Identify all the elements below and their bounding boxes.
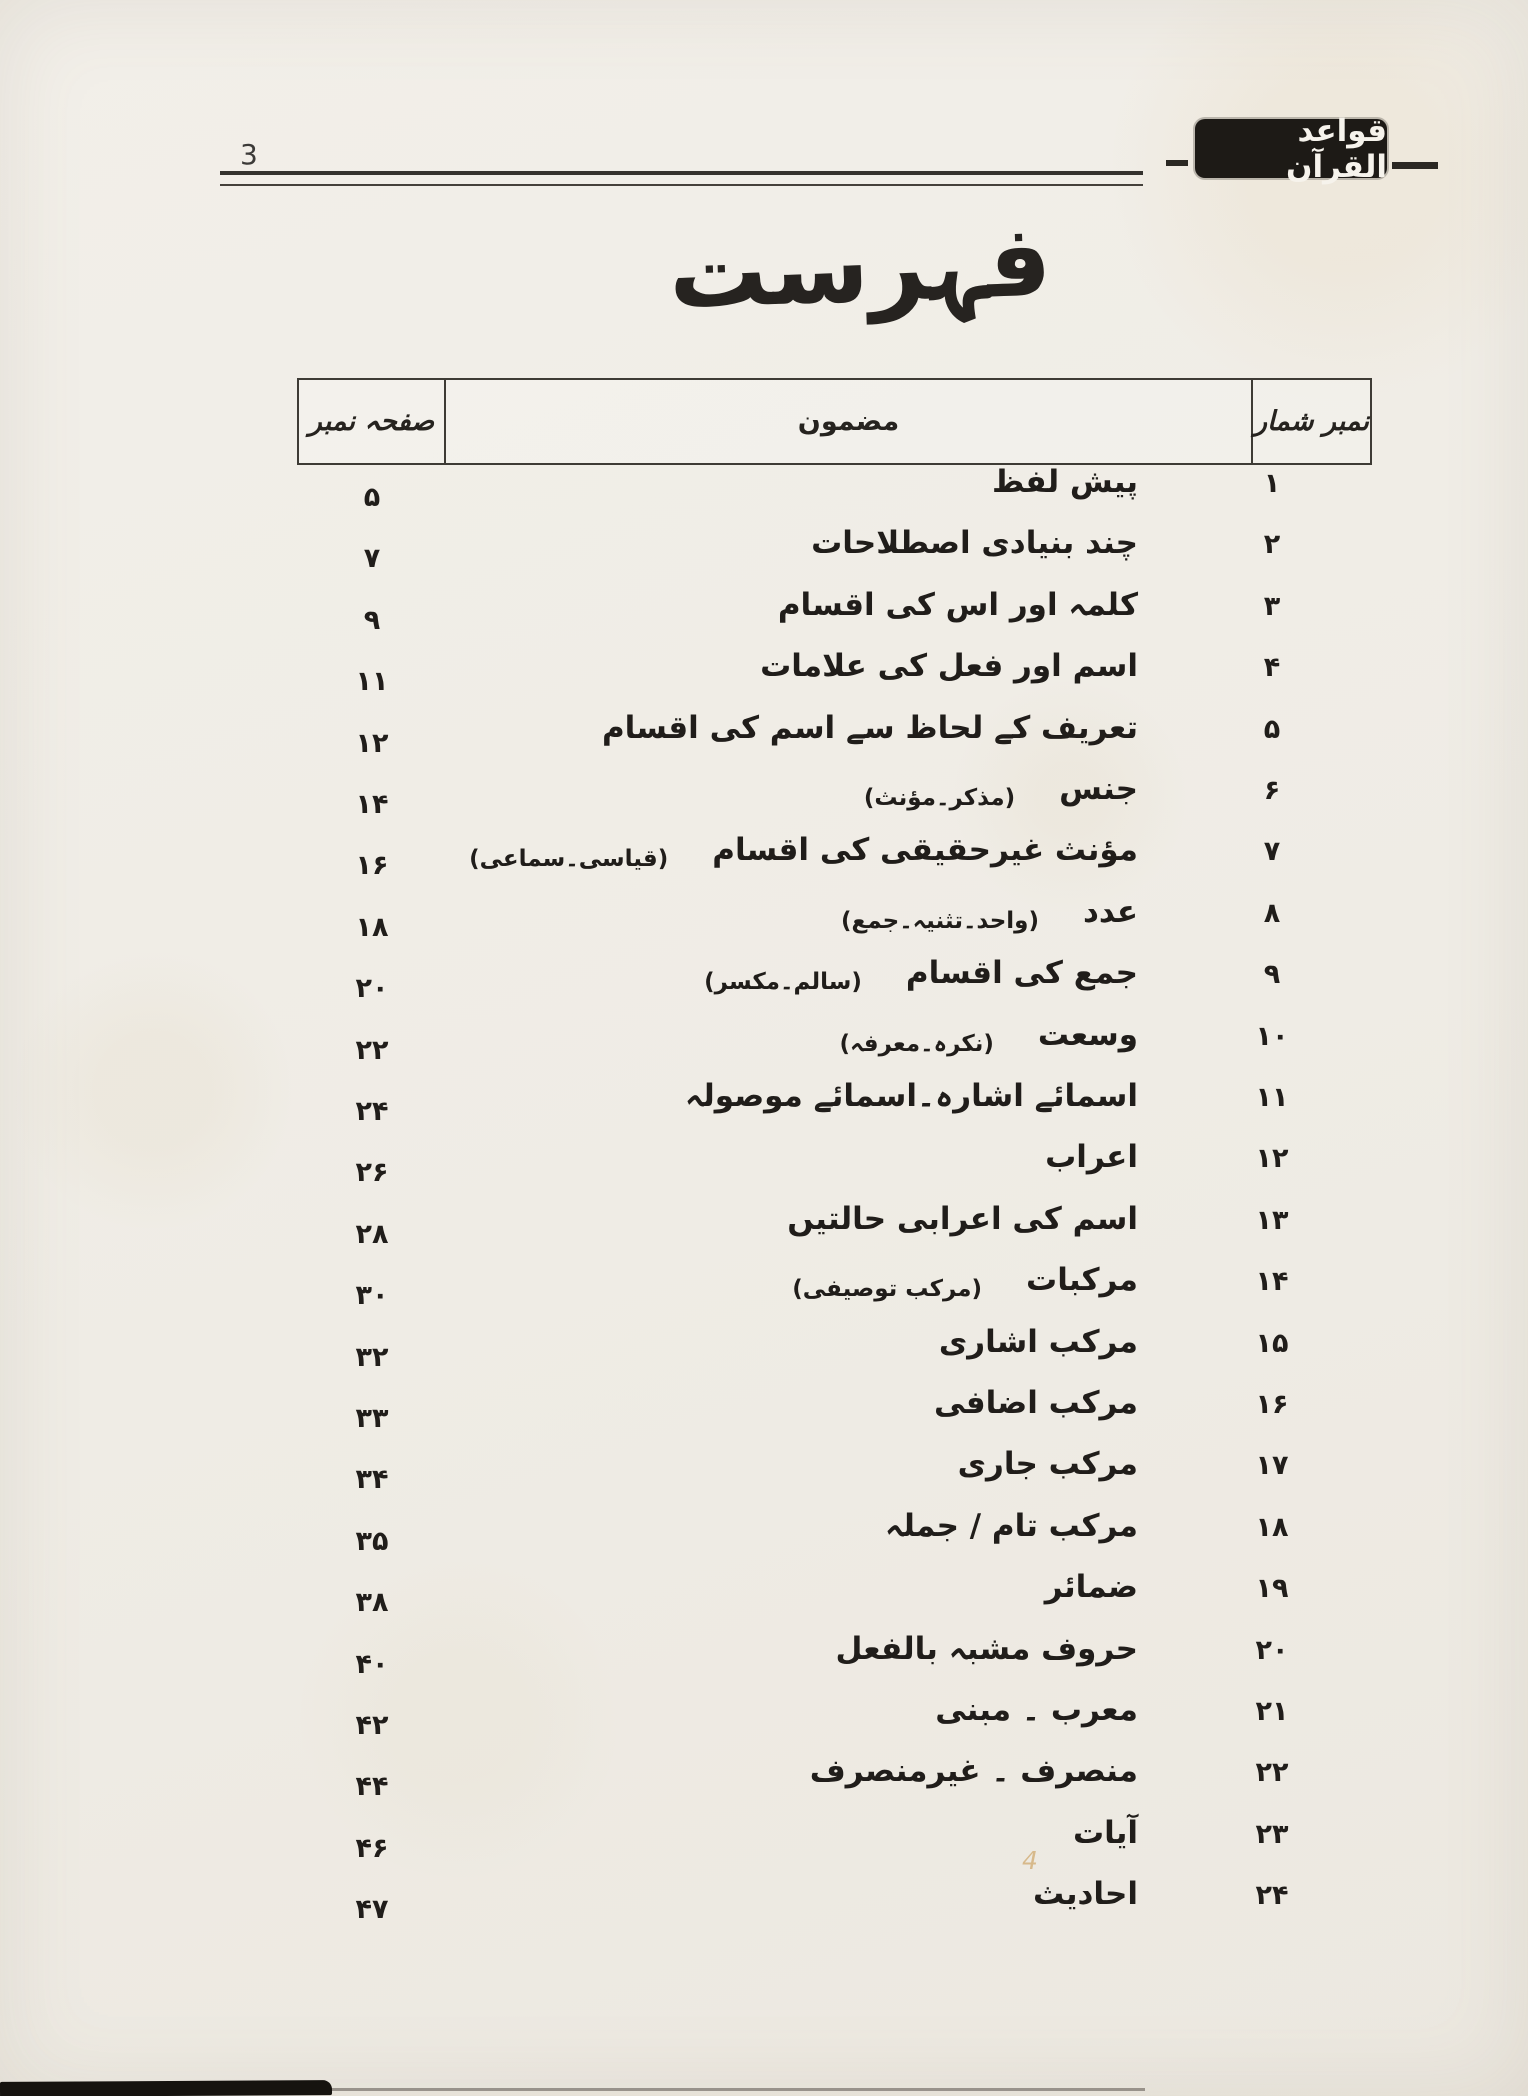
toc-row-page: ۳۰ (355, 1280, 389, 1312)
toc-row-serial: ۹ (1263, 959, 1281, 991)
toc-row (0, 1751, 1528, 1813)
toc-row-page: ۲۴ (355, 1096, 389, 1127)
toc-row-title: احادیث (1033, 1876, 1138, 1913)
toc-row-serial: ۱۷ (1255, 1450, 1289, 1482)
toc-row-topic (836, 1631, 1138, 1667)
toc-row-note: (نکرہ۔معرفہ) (839, 1030, 994, 1057)
toc-row-topic (1073, 1815, 1138, 1851)
column-header-serial: نمبر شمار (1251, 380, 1370, 463)
toc-row-topic (810, 1753, 1138, 1789)
toc-row-topic (934, 1385, 1138, 1421)
toc-row-serial: ۱۶ (1255, 1389, 1289, 1420)
toc-row-note: (قیاسی۔سماعی) (469, 846, 669, 873)
toc-row-page: ۲۸ (355, 1218, 389, 1250)
toc-row-page: ۲۶ (355, 1157, 389, 1189)
column-header-page-number: صفحہ نمبر (299, 380, 446, 463)
toc-row-page: ۱۶ (355, 850, 389, 882)
toc-row-title: مرکب اشاری (938, 1323, 1138, 1360)
page-title: فہرست (666, 203, 1054, 332)
toc-row-title: منصرف ۔ غیرمنصرف (809, 1753, 1138, 1790)
toc-row (0, 1260, 1528, 1322)
toc-row-page: ۳۲ (355, 1341, 389, 1373)
toc-row-page: ۱۸ (355, 911, 389, 943)
toc-row-page: ۹ (363, 604, 381, 636)
toc-row (0, 1383, 1528, 1445)
toc-row (0, 1322, 1528, 1384)
toc-row-note: (مرکب توصیفی) (792, 1276, 983, 1303)
toc-row-topic (811, 525, 1138, 561)
toc-row (0, 462, 1528, 524)
toc-row-page: ۵ (363, 482, 381, 513)
toc-row-note: (مذکر۔مؤنث) (863, 785, 1016, 811)
toc-row (0, 1506, 1528, 1568)
toc-row-serial: ۱ (1263, 468, 1281, 499)
pencil-mark-artifact: 4 (1022, 1846, 1038, 1875)
toc-row-note: (سالم۔مکسر) (704, 969, 862, 996)
toc-row-topic (935, 1692, 1138, 1728)
toc-row-serial: ۱۴ (1255, 1266, 1289, 1298)
toc-row-page: ۲۲ (355, 1034, 389, 1066)
toc-row-title: وسعت (1037, 1016, 1138, 1053)
scan-page-number: 3 (240, 138, 259, 171)
toc-row-topic (992, 464, 1138, 500)
toc-row-title: مرکبات (1026, 1262, 1138, 1299)
toc-row (0, 1567, 1528, 1629)
toc-row-topic (469, 832, 1138, 873)
toc-row-serial: ۳ (1263, 590, 1281, 622)
toc-row-page: ۴۷ (355, 1894, 389, 1926)
toc-row-topic (685, 1078, 1138, 1114)
toc-row-serial: ۲ (1263, 529, 1281, 561)
toc-row (0, 1629, 1528, 1691)
toc-row-serial: ۴ (1263, 652, 1281, 684)
scan-corner-smudge (0, 2080, 332, 2096)
toc-row-serial: ۱۰ (1255, 1020, 1289, 1052)
toc-row-serial: ۱۱ (1255, 1082, 1289, 1113)
column-header-subject: مضمون (797, 406, 900, 437)
toc-row-title: مؤنث غیرحقیقی کی اقسام (712, 832, 1138, 869)
toc-row (0, 1813, 1528, 1875)
toc-row (0, 1199, 1528, 1261)
top-double-rule (220, 171, 1143, 186)
book-title-badge: قواعد القرآن (1195, 119, 1387, 178)
toc-row-title: جمع کی اقسام (905, 955, 1138, 992)
toc-row-topic (885, 1508, 1138, 1544)
toc-row-topic (792, 1262, 1138, 1303)
toc-row-title: مرکب جاری (957, 1446, 1138, 1483)
toc-row (0, 1444, 1528, 1506)
toc-row (0, 523, 1528, 585)
toc-row-serial: ۱۵ (1255, 1327, 1289, 1359)
toc-row-page: ۳۸ (355, 1587, 389, 1619)
toc-row-page: ۳۴ (355, 1464, 389, 1496)
toc-row (0, 585, 1528, 647)
toc-row (0, 646, 1528, 708)
toc-row-title: اعراب (1045, 1139, 1138, 1176)
toc-row-serial: ۸ (1263, 897, 1281, 929)
toc-row-topic (602, 710, 1138, 746)
toc-row-title: جنس (1059, 771, 1138, 807)
toc-row-topic (760, 648, 1138, 684)
toc-row-note: (واحد۔تثنیہ۔جمع) (840, 907, 1039, 934)
toc-row-serial: ۶ (1263, 775, 1281, 806)
toc-row-title: کلمہ اور اس کی اقسام (777, 586, 1138, 623)
toc-row-topic (787, 1201, 1138, 1237)
toc-row-serial: ۷ (1263, 836, 1281, 868)
toc-row-title: تعریف کے لحاظ سے اسم کی اقسام (601, 709, 1138, 746)
toc-row-topic (1045, 1139, 1138, 1175)
toc-row (0, 1137, 1528, 1199)
toc-row-serial: ۱۲ (1255, 1143, 1289, 1175)
toc-row-page: ۴۴ (355, 1771, 389, 1803)
toc-row-topic (1045, 1569, 1138, 1605)
toc-row-page: ۴۶ (355, 1832, 389, 1864)
toc-row (0, 1874, 1528, 1936)
toc-row (0, 1076, 1528, 1138)
toc-row-title: اسم اور فعل کی علامات (760, 648, 1138, 685)
toc-row-serial: ۲۲ (1255, 1757, 1289, 1789)
toc-row-title: اسمائے اشارہ۔اسمائے موصولہ (684, 1078, 1138, 1114)
toc-row-topic (778, 587, 1138, 623)
toc-row (0, 892, 1528, 954)
toc-row-page: ۲۰ (355, 973, 389, 1005)
toc-row-title: مرکب تام / جملہ (885, 1507, 1138, 1544)
toc-row-title: عدد (1083, 893, 1138, 930)
toc-row-serial: ۵ (1263, 713, 1281, 745)
toc-row-page: ۳۵ (355, 1525, 389, 1557)
toc-row-serial: ۲۳ (1255, 1818, 1289, 1850)
toc-row-serial: ۲۰ (1255, 1634, 1289, 1666)
toc-row-title: معرب ۔ مبنی (935, 1692, 1138, 1728)
toc-row (0, 1015, 1528, 1077)
toc-row-title: مرکب اضافی (934, 1385, 1138, 1421)
toc-row-serial: ۱۹ (1255, 1573, 1289, 1605)
toc-row-title: آیات (1072, 1814, 1138, 1851)
toc-row-page: ۴۰ (355, 1648, 389, 1680)
toc-row-topic (1033, 1876, 1138, 1912)
toc-header-row (297, 378, 1372, 465)
toc-row (0, 708, 1528, 770)
toc-row (0, 953, 1528, 1015)
toc-row-serial: ۲۱ (1255, 1696, 1289, 1727)
toc-row-page: ۳۳ (355, 1403, 389, 1434)
toc-row-page: ۷ (363, 543, 381, 575)
toc-row-title: اسم کی اعرابی حالتیں (787, 1200, 1138, 1237)
toc-row-serial: ۲۴ (1255, 1880, 1289, 1912)
toc-row-serial: ۱۳ (1255, 1204, 1289, 1236)
toc-row (0, 769, 1528, 831)
toc-row-topic (958, 1446, 1138, 1482)
toc-row-page: ۱۱ (355, 666, 389, 698)
toc-row-topic (939, 1324, 1138, 1360)
toc-row-topic (863, 771, 1138, 811)
dash-decoration (1392, 162, 1438, 169)
toc-row-topic (704, 955, 1138, 996)
toc-row-page: ۴۲ (355, 1710, 389, 1741)
toc-row (0, 1690, 1528, 1752)
toc-row-title: پیش لفظ (991, 464, 1138, 500)
dash-decoration (1166, 160, 1188, 166)
toc-row (0, 830, 1528, 892)
toc-row-page: ۱۲ (355, 727, 389, 759)
toc-row-topic (840, 893, 1138, 934)
toc-row-title: ضمائر (1044, 1569, 1138, 1606)
toc-row-serial: ۱۸ (1255, 1511, 1289, 1543)
toc-row-title: چند بنیادی اصطلاحات (811, 525, 1138, 562)
toc-row-topic (839, 1016, 1138, 1057)
toc-row-title: حروف مشبہ بالفعل (835, 1630, 1138, 1667)
toc-row-page: ۱۴ (355, 789, 389, 820)
